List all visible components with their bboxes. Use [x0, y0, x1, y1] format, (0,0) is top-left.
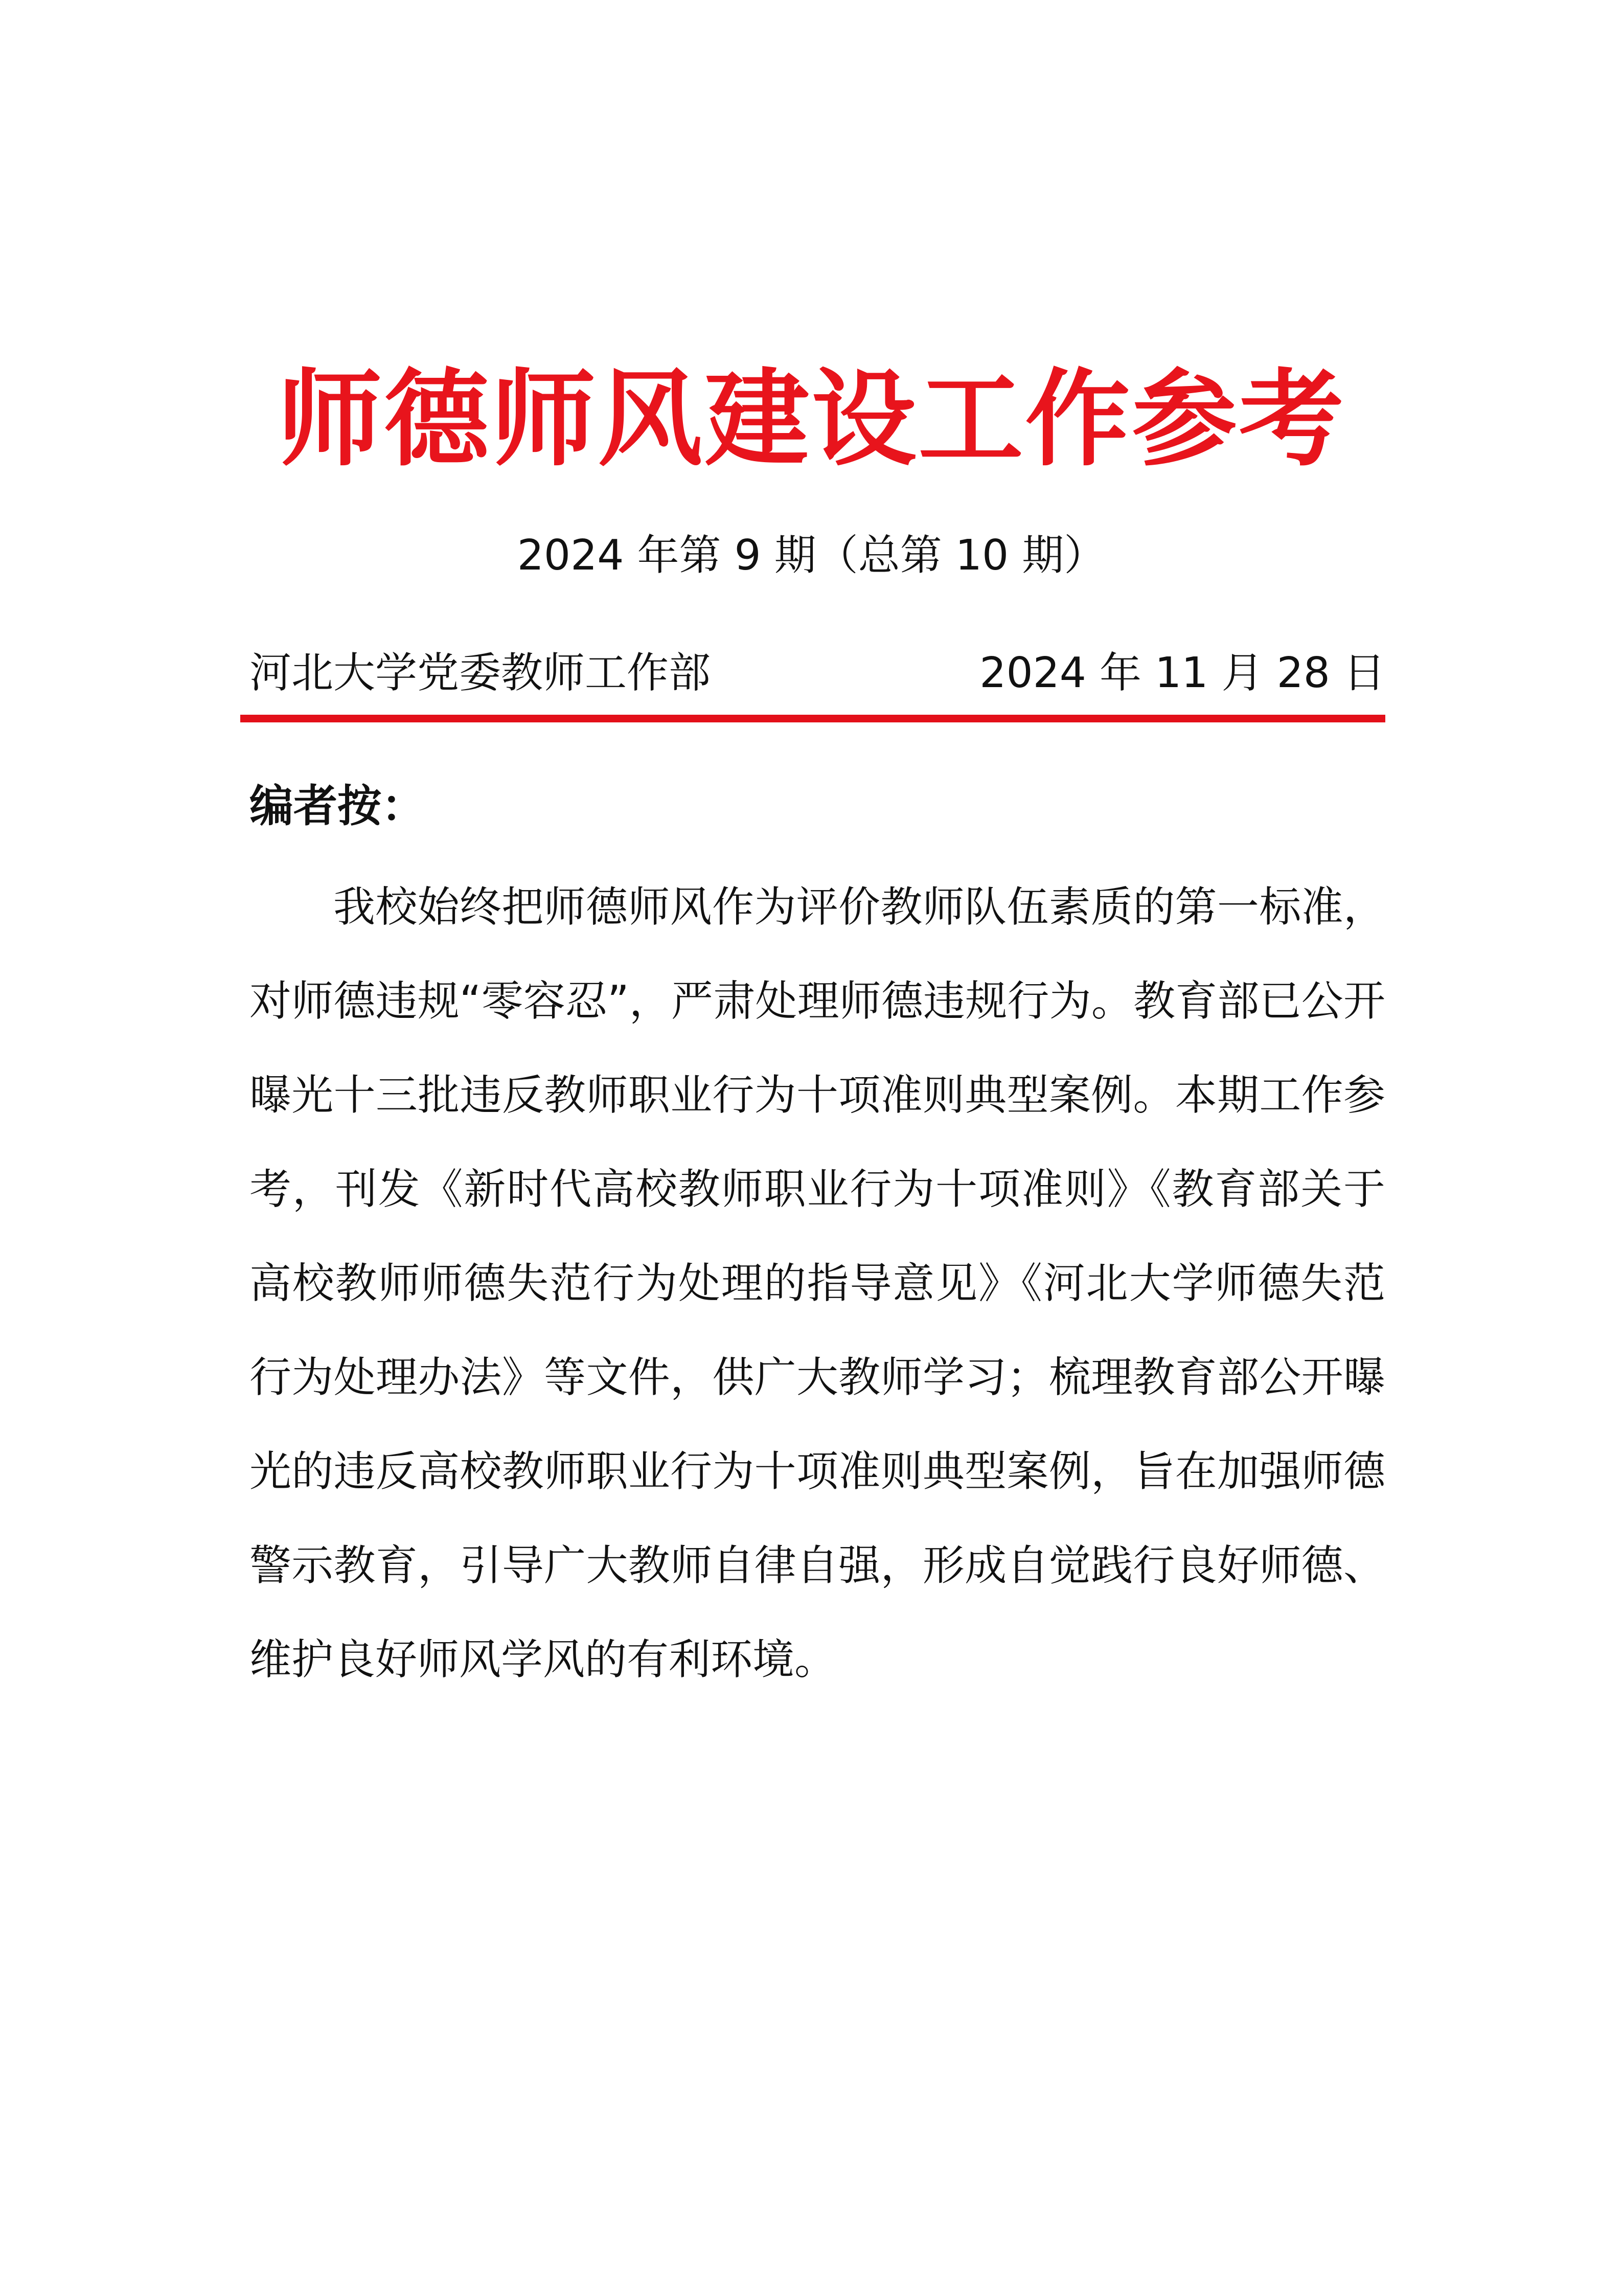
masthead-info-row — [249, 645, 1385, 701]
issuing-department: 河北大学党委教师工作部 — [249, 649, 711, 697]
issue-date: 2024 年 11 月 28 日 — [979, 649, 1385, 697]
editor-note-body: 我校始终把师德师风作为评价教师队伍素质的第一标准，对师德违规“零容忍”，严肃处理师德违规行为。教育部已公开曝光十三批违反教师职业行为十项准则典型案例。本期工作参考，刊发《新时代高校教师职业行为十项准则》《教育部关于高校教师师德失范行为处理的指导意见》《河北大学师德失范行为处理办法》等文件，供广大教师学习；梳理教育部公开曝光的违反高校教师职业行为十项准则典型案例，旨在加强师德警示教育，引导广大教师自律自强，形成自觉践行良好师德、维护良好师风学风的有利环境。 — [249, 883, 1385, 1684]
issue-number: 2024 年第 9 期（总第 10 期） — [517, 531, 1106, 580]
document-title: 师德师风建设工作参考 — [277, 358, 1346, 481]
editor-note-heading: 编者按： — [249, 780, 425, 832]
red-divider-rule — [240, 715, 1385, 722]
